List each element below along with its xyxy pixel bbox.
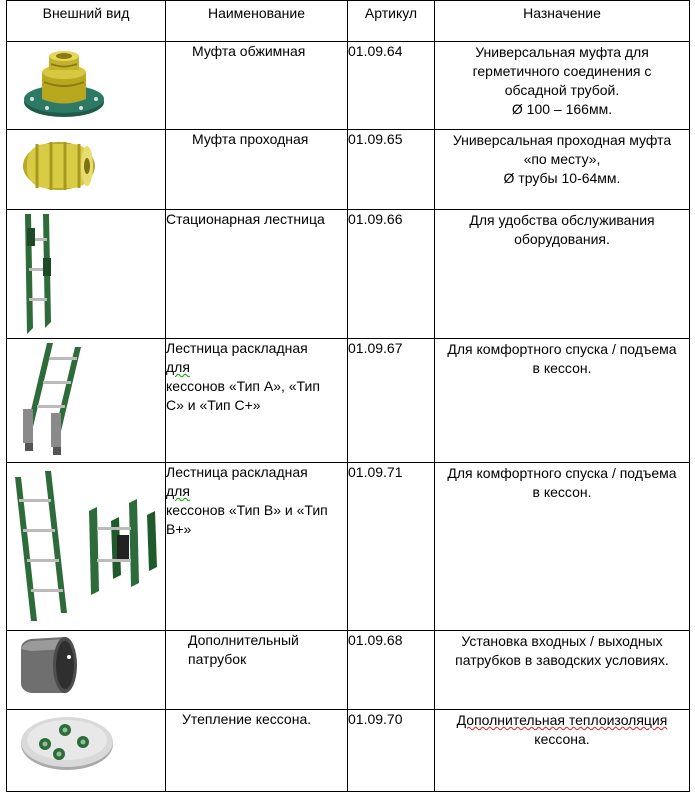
- pass-through-coupling-image: [7, 130, 166, 210]
- row-image-cell: [7, 631, 166, 710]
- row-purpose: Установка входных / выходных патрубков в заводских условиях.: [435, 631, 690, 710]
- row-purpose: Для удобства обслуживания оборудования.: [435, 210, 690, 339]
- row-article: 01.09.71: [348, 463, 435, 631]
- row-image-cell: [7, 710, 166, 792]
- row-image-cell: [7, 339, 166, 463]
- table-row: [7, 339, 690, 463]
- table-row: [7, 130, 690, 210]
- row-article: 01.09.67: [348, 339, 435, 463]
- row-name: Дополнительный патрубок: [166, 631, 348, 710]
- folding-ladder-a-image: [7, 339, 166, 463]
- row-purpose: Для комфортного спуска / подъема в кессон.: [435, 339, 690, 463]
- table-row: [7, 631, 690, 710]
- header-purpose: Назначение: [435, 1, 690, 42]
- crimp-coupling-image: [7, 42, 166, 130]
- row-name: Утепление кессона.: [166, 710, 348, 792]
- table-row: [7, 710, 690, 792]
- row-image-cell: [7, 130, 166, 210]
- row-article: 01.09.68: [348, 631, 435, 710]
- row-purpose: Дополнительная теплоизоляция кессона.: [435, 710, 690, 792]
- row-purpose: Универсальная проходная муфта «по месту», Ø трубы 10-64мм.: [435, 130, 690, 210]
- row-name: Муфта обжимная: [166, 42, 348, 130]
- row-name: Лестница раскладная для кессонов «Тип А», «Тип С» и «Тип С+»: [166, 339, 348, 463]
- row-image-cell: [7, 42, 166, 130]
- additional-pipe-image: [7, 631, 166, 710]
- row-article: 01.09.66: [348, 210, 435, 339]
- table-row: [7, 463, 690, 631]
- row-article: 01.09.70: [348, 710, 435, 792]
- row-image-cell: [7, 463, 166, 631]
- table-row: [7, 210, 690, 339]
- row-purpose: Универсальная муфта для герметичного соединения с обсадной трубой. Ø 100 – 166мм.: [435, 42, 690, 130]
- caisson-insulation-image: [7, 710, 166, 792]
- folding-ladder-b-image: [7, 463, 166, 631]
- stationary-ladder-image: [7, 210, 166, 339]
- table-header-row: [7, 1, 690, 42]
- products-table: [6, 0, 690, 792]
- row-article: 01.09.64: [348, 42, 435, 130]
- header-article: Артикул: [348, 1, 435, 42]
- row-image-cell: [7, 210, 166, 339]
- row-name: Лестница раскладная для кессонов «Тип В» и «Тип В+»: [166, 463, 348, 631]
- row-name: Стационарная лестница: [166, 210, 348, 339]
- row-name: Муфта проходная: [166, 130, 348, 210]
- row-purpose: Для комфортного спуска / подъема в кессон.: [435, 463, 690, 631]
- table-row: [7, 42, 690, 130]
- header-appearance: Внешний вид: [7, 1, 166, 42]
- row-article: 01.09.65: [348, 130, 435, 210]
- header-name: Наименование: [166, 1, 348, 42]
